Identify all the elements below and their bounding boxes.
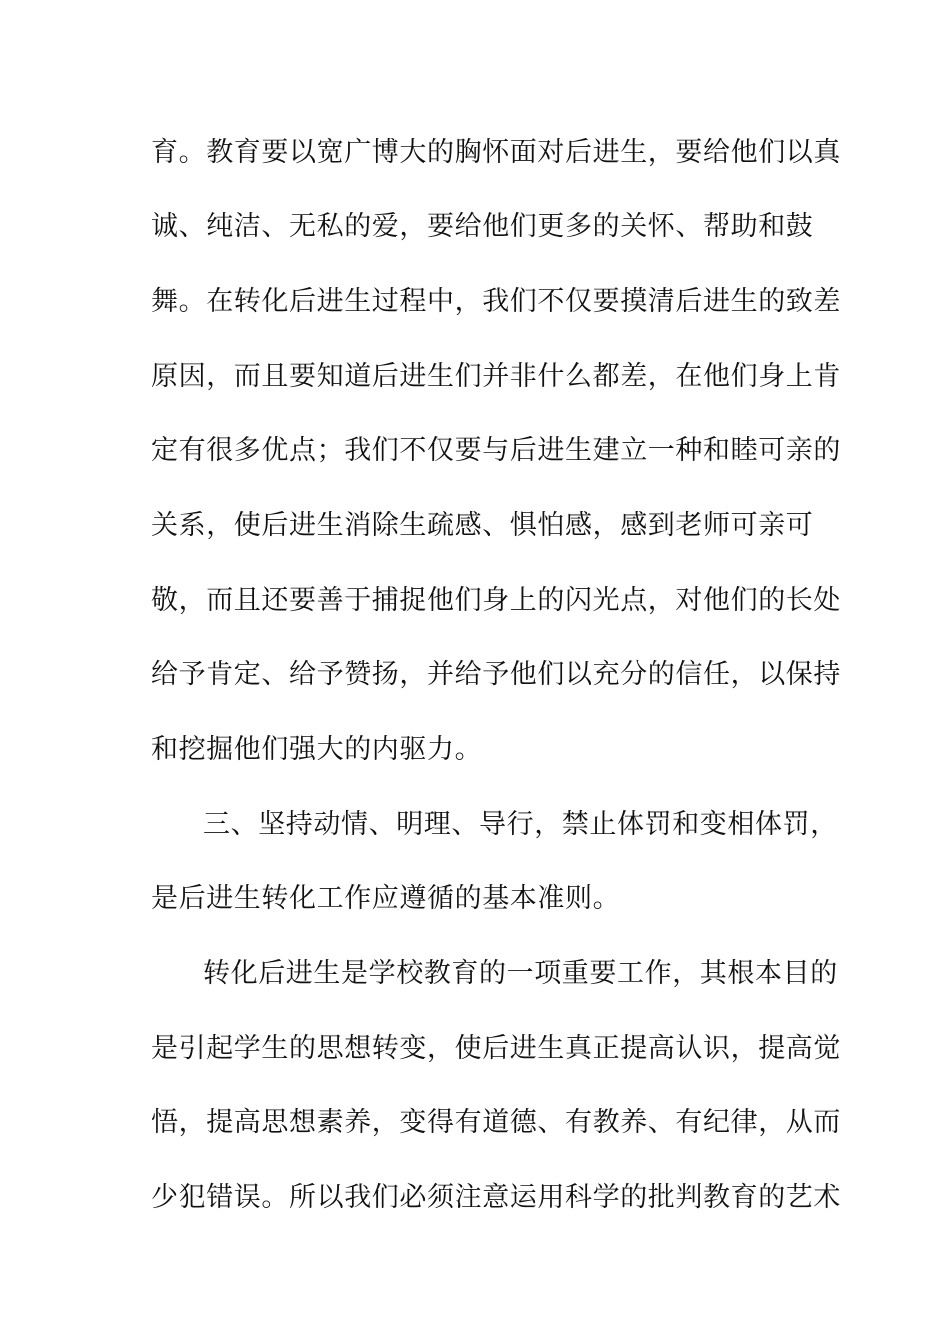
text-line: 原因，而且要知道后进生们并非什么都差，在他们身上肯 [151, 361, 841, 392]
section-heading-line: 是后进生转化工作应遵循的基本准则。 [151, 883, 621, 914]
text-line: 舞。在转化后进生过程中，我们不仅要摸清后进生的致差 [151, 286, 841, 317]
text-line: 少犯错误。所以我们必须注意运用科学的批判教育的艺术 [151, 1182, 841, 1213]
text-line: 诚、纯洁、无私的爱，要给他们更多的关怀、帮助和鼓 [151, 211, 814, 242]
text-line: 悟，提高思想素养，变得有道德、有教养、有纪律，从而 [151, 1107, 841, 1138]
text-line: 关系，使后进生消除生疏感、惧怕感，感到老师可亲可 [151, 510, 814, 541]
text-line: 给予肯定、给予赞扬，并给予他们以充分的信任，以保持 [151, 659, 841, 690]
text-line: 定有很多优点；我们不仅要与后进生建立一种和睦可亲的 [151, 435, 841, 466]
text-line: 转化后进生是学校教育的一项重要工作，其根本目的 [203, 958, 838, 989]
text-line: 敬，而且还要善于捕捉他们身上的闪光点，对他们的长处 [151, 585, 841, 616]
text-line: 是引起学生的思想转变，使后进生真正提高认识，提高觉 [151, 1033, 841, 1064]
section-heading-line: 三、坚持动情、明理、导行，禁止体罚和变相体罚， [203, 809, 838, 840]
text-line: 和挖掘他们强大的内驱力。 [151, 734, 483, 765]
text-line: 育。教育要以宽广博大的胸怀面对后进生，要给他们以真 [151, 137, 841, 168]
